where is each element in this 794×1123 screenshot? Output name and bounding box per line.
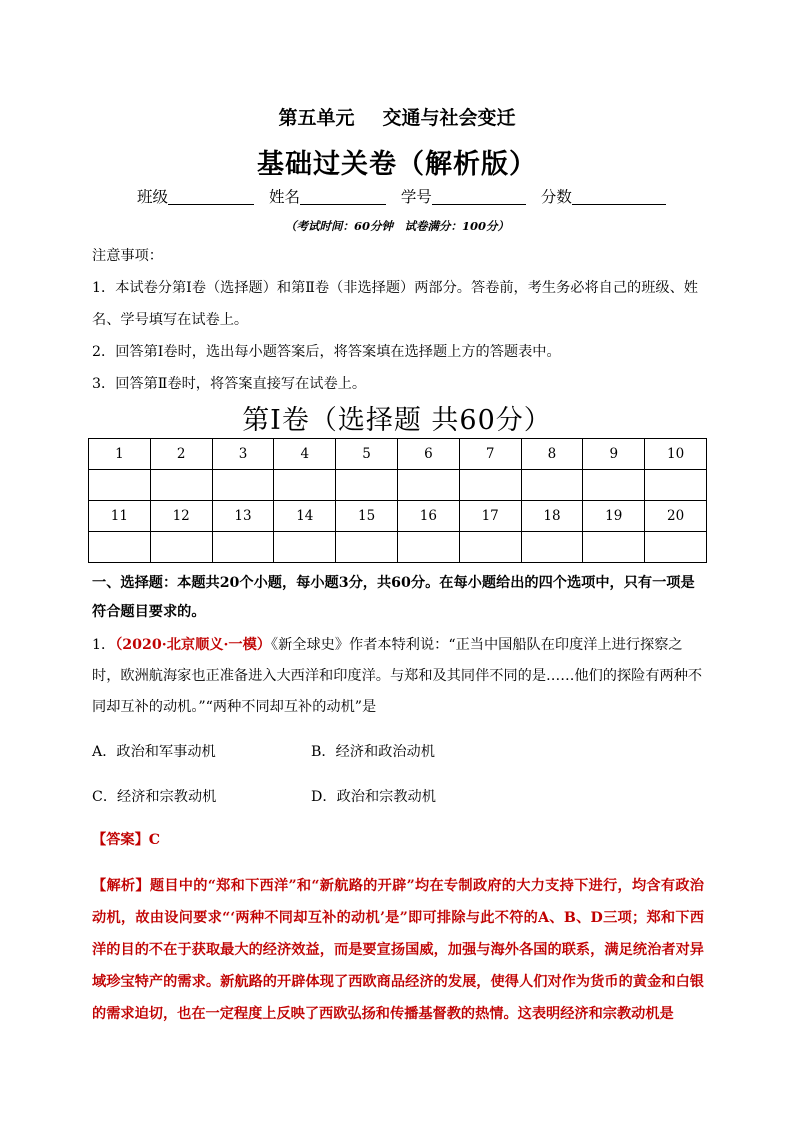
notes-section xyxy=(92,240,704,400)
answer-cell[interactable] xyxy=(459,532,521,563)
table-cell: 13 xyxy=(212,501,274,532)
table-cell: 12 xyxy=(150,501,212,532)
notes-item: 3．回答第Ⅱ卷时，将答案直接写在试卷上。 xyxy=(92,376,367,392)
answer-cell[interactable] xyxy=(583,470,645,501)
answer-label: 【答案】C xyxy=(92,832,161,848)
notes-heading: 注意事项： xyxy=(92,248,163,264)
option-b: B．经济和政治动机 xyxy=(311,744,435,760)
question-intro: 一、选择题：本题共20个小题，每小题3分，共60分。在每小题给出的四个选项中，只有一项是符合题目要求的。 xyxy=(92,575,695,620)
class-label: 班级 xyxy=(137,188,169,206)
answer-cell[interactable] xyxy=(521,470,583,501)
answer-cell[interactable] xyxy=(336,532,398,563)
table-cell: 14 xyxy=(274,501,336,532)
table-cell: 9 xyxy=(583,439,645,470)
answer-cell[interactable] xyxy=(89,470,151,501)
id-label: 学号 xyxy=(400,188,432,206)
option-c: C．经济和宗教动机 xyxy=(92,789,217,805)
answer-cell[interactable] xyxy=(645,532,707,563)
answer-cell[interactable] xyxy=(583,532,645,563)
table-cell: 5 xyxy=(336,439,398,470)
table-row xyxy=(89,532,707,563)
question-stem: 《新全球史》作者本特利说：“正当中国船队在印度洋上进行探察之时，欧洲航海家也正准备进入大西洋和印度洋。与郑和及其同伴不同的是……他们的探险有两种不同却互补的动机。”“两种不同却互补的动机”是 xyxy=(92,637,703,715)
answer-cell[interactable] xyxy=(521,532,583,563)
answer-cell[interactable] xyxy=(212,470,274,501)
table-cell: 10 xyxy=(645,439,707,470)
id-blank[interactable] xyxy=(432,188,526,205)
answer-cell[interactable] xyxy=(645,470,707,501)
table-cell: 8 xyxy=(521,439,583,470)
table-cell: 19 xyxy=(583,501,645,532)
table-cell: 17 xyxy=(459,501,521,532)
table-cell: 4 xyxy=(274,439,336,470)
table-cell: 16 xyxy=(397,501,459,532)
table-cell: 11 xyxy=(89,501,151,532)
answer-cell[interactable] xyxy=(274,532,336,563)
table-cell: 15 xyxy=(336,501,398,532)
answer-cell[interactable] xyxy=(397,532,459,563)
name-label: 姓名 xyxy=(268,188,300,206)
answer-cell[interactable] xyxy=(150,532,212,563)
table-row xyxy=(89,501,707,532)
page-title: 基础过关卷（解析版） xyxy=(257,149,537,180)
option-d: D．政治和宗教动机 xyxy=(311,789,436,805)
answer-cell[interactable] xyxy=(89,532,151,563)
table-cell: 2 xyxy=(150,439,212,470)
class-blank[interactable] xyxy=(168,188,254,205)
question-source: （2020·北京顺义·一模） xyxy=(115,637,271,653)
table-cell: 3 xyxy=(212,439,274,470)
student-info-line xyxy=(137,185,676,207)
answer-cell[interactable] xyxy=(274,470,336,501)
answer-cell[interactable] xyxy=(336,470,398,501)
unit-title xyxy=(0,103,794,130)
score-blank[interactable] xyxy=(572,188,666,205)
table-cell: 6 xyxy=(397,439,459,470)
question-1 xyxy=(92,630,704,723)
table-cell: 18 xyxy=(521,501,583,532)
table-cell: 20 xyxy=(645,501,707,532)
table-cell: 1 xyxy=(89,439,151,470)
table-row xyxy=(89,439,707,470)
answer-cell[interactable] xyxy=(150,470,212,501)
answer-cell[interactable] xyxy=(212,532,274,563)
unit-number: 第五单元 xyxy=(278,107,355,129)
name-blank[interactable] xyxy=(300,188,386,205)
answer-cell[interactable] xyxy=(459,470,521,501)
score-label: 分数 xyxy=(540,188,572,206)
answer-table xyxy=(88,438,707,563)
unit-topic: 交通与社会变迁 xyxy=(382,107,516,129)
table-row xyxy=(89,470,707,501)
option-a: A．政治和军事动机 xyxy=(92,744,216,760)
notes-item: 1．本试卷分第Ⅰ卷（选择题）和第Ⅱ卷（非选择题）两部分。答卷前，考生务必将自己的班级、姓名、学号填写在试卷上。 xyxy=(92,280,698,328)
question-number: 1． xyxy=(92,637,116,653)
answer-cell[interactable] xyxy=(397,470,459,501)
notes-item: 2．回答第Ⅰ卷时，选出每小题答案后，将答案填在选择题上方的答题表中。 xyxy=(92,344,561,360)
exam-time-note: （考试时间：60分钟 试卷满分：100分） xyxy=(284,219,509,233)
analysis-text: 【解析】题目中的“郑和下西洋”和“新航路的开辟”均在专制政府的大力支持下进行，均含有政治动机，故由设问要求“‘两种不同却互补的动机’是”即可排除与此不符的A、B、D三项；郑和下西洋的目的不在于获取最大的经济效益，而是要宣扬国威，加强与海外各国的联系，满足统治者对异域珍宝特产的需求。新航路的开辟体现了西欧商品经济的发展，使得人们对作为货币的黄金和白银的需求迫切，也在一定程度上反映了西欧弘扬和传播基督教的热情。这表明经济和宗教动机是 xyxy=(92,878,704,1022)
table-cell: 7 xyxy=(459,439,521,470)
section-title: 第Ⅰ卷（选择题 共60分） xyxy=(242,405,552,436)
